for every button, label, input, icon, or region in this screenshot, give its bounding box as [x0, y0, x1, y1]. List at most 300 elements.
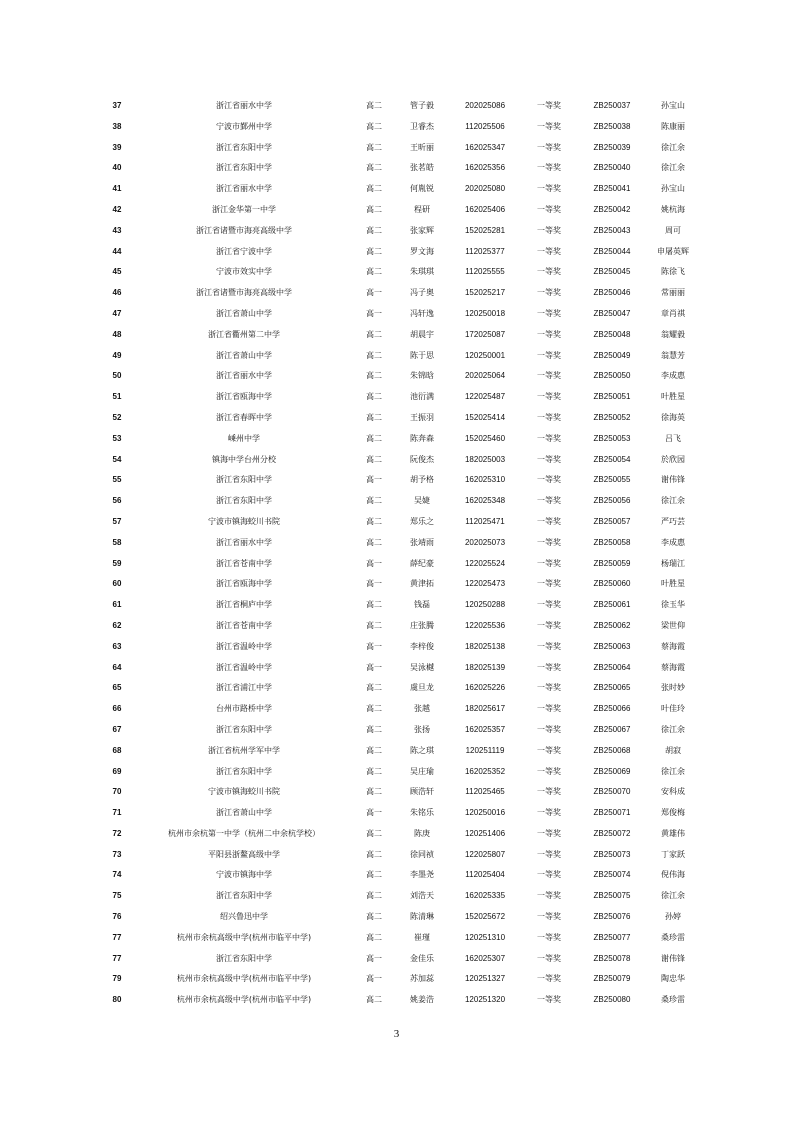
table-row — [100, 138, 700, 159]
table-row — [100, 283, 700, 304]
certificate-number-cell: ZB250071 — [593, 808, 631, 818]
row-number-cell: 77 — [112, 932, 122, 942]
grade-cell: 高二 — [366, 828, 382, 838]
certificate-number-cell: ZB250037 — [593, 101, 631, 110]
student-id-cell: 122025487 — [464, 392, 506, 402]
student-id-cell: 182025617 — [464, 704, 506, 714]
school-name-cell: 绍兴鲁迅中学 — [220, 912, 268, 922]
row-number-cell: 57 — [112, 516, 122, 526]
table-row — [100, 512, 700, 533]
school-name-cell: 嵊州中学 — [228, 433, 260, 443]
teacher-name-cell: 梁世仰 — [661, 620, 685, 630]
row-number-cell: 74 — [112, 870, 122, 880]
student-id-cell: 162025226 — [464, 683, 506, 693]
student-name-cell: 薛纪豪 — [410, 558, 434, 568]
certificate-number-cell: ZB250080 — [593, 995, 631, 1005]
grade-cell: 高二 — [366, 246, 382, 256]
student-name-cell: 郑乐之 — [410, 516, 434, 526]
student-name-cell: 徐同祯 — [410, 849, 434, 859]
school-name-cell: 台州市路桥中学 — [216, 704, 272, 714]
table-row — [100, 325, 700, 346]
student-id-cell: 112025555 — [465, 267, 505, 277]
student-name-cell: 池衍满 — [410, 392, 434, 402]
student-id-cell: 120250018 — [464, 308, 506, 318]
certificate-number-cell: ZB250074 — [593, 870, 631, 880]
school-name-cell: 浙江省苍南中学 — [216, 558, 272, 568]
certificate-number-cell: ZB250046 — [593, 288, 631, 298]
certificate-number-cell: ZB250075 — [593, 891, 631, 901]
award-level-cell: 一等奖 — [537, 683, 561, 693]
student-name-cell: 张扬 — [414, 724, 430, 734]
award-level-cell: 一等奖 — [537, 641, 561, 651]
award-level-cell: 一等奖 — [537, 412, 561, 422]
student-name-cell: 庄张腾 — [410, 620, 434, 630]
student-id-cell: 162025356 — [464, 163, 506, 173]
grade-cell: 高二 — [366, 870, 382, 880]
school-name-cell: 浙江省萧山中学 — [216, 308, 272, 318]
certificate-number-cell: ZB250053 — [593, 433, 631, 443]
teacher-name-cell: 李成惠 — [661, 371, 685, 381]
student-name-cell: 苏加蕊 — [410, 974, 434, 984]
certificate-number-cell: ZB250042 — [593, 204, 631, 214]
certificate-number-cell: ZB250054 — [593, 454, 631, 464]
school-name-cell: 平阳县浙鳌高级中学 — [208, 849, 280, 859]
award-level-cell: 一等奖 — [537, 101, 561, 110]
teacher-name-cell: 叶胜星 — [661, 392, 685, 402]
certificate-number-cell: ZB250064 — [593, 662, 631, 672]
teacher-name-cell: 徐江余 — [661, 766, 685, 776]
school-name-cell: 浙江省宁波中学 — [216, 246, 272, 256]
table-row — [100, 595, 700, 616]
school-name-cell: 宁波市鄞州中学 — [216, 121, 272, 131]
teacher-name-cell: 孙宝山 — [661, 184, 685, 194]
certificate-number-cell: ZB250063 — [593, 641, 631, 651]
certificate-number-cell: ZB250076 — [593, 912, 631, 922]
certificate-number-cell: ZB250067 — [593, 724, 631, 734]
student-id-cell: 182025139 — [464, 662, 506, 672]
student-id-cell: 162025352 — [464, 766, 506, 776]
student-id-cell: 162025406 — [464, 204, 506, 214]
grade-cell: 高二 — [366, 225, 382, 235]
teacher-name-cell: 李成惠 — [661, 537, 685, 547]
grade-cell: 高一 — [366, 558, 382, 568]
table-row — [100, 720, 700, 741]
grade-cell: 高二 — [366, 932, 382, 942]
award-table — [100, 96, 700, 1011]
award-level-cell: 一等奖 — [537, 808, 561, 818]
school-name-cell: 浙江省浦江中学 — [216, 683, 272, 693]
student-name-cell: 陈奔森 — [410, 433, 434, 443]
school-name-cell: 宁波市效实中学 — [216, 267, 272, 277]
table-row — [100, 366, 700, 387]
table-row — [100, 491, 700, 512]
student-name-cell: 吴庄瑜 — [410, 766, 434, 776]
certificate-number-cell: ZB250043 — [593, 225, 631, 235]
award-level-cell: 一等奖 — [537, 620, 561, 630]
row-number-cell: 51 — [112, 392, 122, 402]
student-name-cell: 黄津拓 — [410, 579, 434, 589]
table-row — [100, 990, 700, 1011]
award-level-cell: 一等奖 — [537, 225, 561, 235]
teacher-name-cell: 翁慧芳 — [661, 350, 685, 360]
certificate-number-cell: ZB250051 — [593, 392, 631, 402]
student-id-cell: 122025807 — [464, 849, 506, 859]
certificate-number-cell: ZB250056 — [593, 496, 631, 506]
table-row — [100, 616, 700, 637]
grade-cell: 高一 — [366, 579, 382, 589]
row-number-cell: 46 — [112, 288, 122, 298]
grade-cell: 高一 — [366, 974, 382, 984]
certificate-number-cell: ZB250048 — [593, 329, 631, 339]
school-name-cell: 浙江省瓯海中学 — [216, 392, 272, 402]
grade-cell: 高二 — [366, 454, 382, 464]
table-row — [100, 699, 700, 720]
student-id-cell: 120251320 — [464, 995, 506, 1005]
row-number-cell: 71 — [112, 808, 122, 818]
school-name-cell: 宁波市镇海中学 — [216, 870, 272, 880]
teacher-name-cell: 叶胜星 — [661, 579, 685, 589]
certificate-number-cell: ZB250059 — [593, 558, 631, 568]
row-number-cell: 54 — [112, 454, 122, 464]
row-number-cell: 62 — [112, 620, 122, 630]
row-number-cell: 43 — [112, 225, 122, 235]
certificate-number-cell: ZB250061 — [593, 600, 631, 610]
school-name-cell: 浙江省东阳中学 — [216, 142, 272, 152]
award-level-cell: 一等奖 — [537, 433, 561, 443]
row-number-cell: 41 — [112, 184, 122, 194]
certificate-number-cell: ZB250062 — [593, 620, 631, 630]
row-number-cell: 58 — [112, 537, 122, 547]
certificate-number-cell: ZB250058 — [593, 537, 631, 547]
student-id-cell: 122025536 — [464, 620, 506, 630]
grade-cell: 高二 — [366, 516, 382, 526]
award-level-cell: 一等奖 — [537, 579, 561, 589]
student-name-cell: 冯子奥 — [410, 288, 434, 298]
student-id-cell: 112025377 — [465, 246, 505, 256]
certificate-number-cell: ZB250050 — [593, 371, 631, 381]
award-level-cell: 一等奖 — [537, 870, 561, 880]
teacher-name-cell: 严巧芸 — [661, 516, 685, 526]
teacher-name-cell: 蔡海霞 — [661, 641, 685, 651]
student-name-cell: 陈之琪 — [410, 745, 434, 755]
table-row — [100, 928, 700, 949]
student-name-cell: 陈庚 — [414, 828, 430, 838]
grade-cell: 高二 — [366, 891, 382, 901]
award-level-cell: 一等奖 — [537, 600, 561, 610]
student-id-cell: 182025138 — [464, 641, 506, 651]
student-name-cell: 卫睿杰 — [410, 121, 434, 131]
table-row — [100, 845, 700, 866]
school-name-cell: 浙江省诸暨市海亮高级中学 — [196, 225, 292, 235]
grade-cell: 高二 — [366, 350, 382, 360]
student-id-cell: 152025281 — [464, 225, 506, 235]
teacher-name-cell: 陶忠华 — [661, 974, 685, 984]
award-level-cell: 一等奖 — [537, 121, 561, 131]
table-row — [100, 865, 700, 886]
school-name-cell: 浙江省丽水中学 — [216, 371, 272, 381]
grade-cell: 高一 — [366, 308, 382, 318]
school-name-cell: 浙江金华第一中学 — [212, 204, 276, 214]
row-number-cell: 44 — [112, 246, 122, 256]
teacher-name-cell: 徐江余 — [661, 142, 685, 152]
student-id-cell: 122025524 — [464, 558, 506, 568]
student-name-cell: 朱铭乐 — [410, 808, 434, 818]
award-level-cell: 一等奖 — [537, 350, 561, 360]
student-name-cell: 钱磊 — [414, 600, 430, 610]
row-number-cell: 63 — [112, 641, 122, 651]
row-number-cell: 38 — [112, 121, 122, 131]
teacher-name-cell: 丁家跃 — [661, 849, 685, 859]
grade-cell: 高二 — [366, 995, 382, 1005]
school-name-cell: 浙江省丽水中学 — [216, 184, 272, 194]
table-row — [100, 450, 700, 471]
student-name-cell: 程研 — [414, 204, 430, 214]
teacher-name-cell: 陈康丽 — [661, 121, 685, 131]
row-number-cell: 39 — [112, 142, 122, 152]
student-id-cell: 122025473 — [464, 579, 506, 589]
school-name-cell: 浙江省东阳中学 — [216, 953, 272, 963]
table-row — [100, 741, 700, 762]
school-name-cell: 镇海中学台州分校 — [212, 454, 276, 464]
row-number-cell: 77 — [112, 953, 122, 963]
award-level-cell: 一等奖 — [537, 163, 561, 173]
school-name-cell: 杭州市余杭高级中学(杭州市临平中学) — [176, 995, 312, 1005]
table-row — [100, 658, 700, 679]
school-name-cell: 浙江省萧山中学 — [216, 350, 272, 360]
table-row — [100, 304, 700, 325]
school-name-cell: 浙江省东阳中学 — [216, 475, 272, 485]
certificate-number-cell: ZB250068 — [593, 745, 631, 755]
teacher-name-cell: 周可 — [665, 225, 681, 235]
row-number-cell: 73 — [112, 849, 122, 859]
student-id-cell: 162025347 — [464, 142, 506, 152]
grade-cell: 高二 — [366, 912, 382, 922]
student-id-cell: 152025672 — [464, 912, 506, 922]
row-number-cell: 61 — [112, 600, 122, 610]
grade-cell: 高二 — [366, 537, 382, 547]
table-row — [100, 762, 700, 783]
teacher-name-cell: 蔡海霞 — [661, 662, 685, 672]
student-name-cell: 刘浩天 — [410, 891, 434, 901]
table-row — [100, 907, 700, 928]
student-name-cell: 顾浩轩 — [410, 787, 434, 797]
award-level-cell: 一等奖 — [537, 828, 561, 838]
school-name-cell: 浙江省东阳中学 — [216, 496, 272, 506]
row-number-cell: 60 — [112, 579, 122, 589]
student-name-cell: 朱锦晗 — [410, 371, 434, 381]
grade-cell: 高二 — [366, 433, 382, 443]
student-id-cell: 120251310 — [464, 932, 506, 942]
award-level-cell: 一等奖 — [537, 267, 561, 277]
student-id-cell: 112025506 — [465, 121, 505, 131]
grade-cell: 高二 — [366, 787, 382, 797]
student-id-cell: 152025414 — [464, 412, 506, 422]
student-name-cell: 王振羽 — [410, 412, 434, 422]
grade-cell: 高二 — [366, 204, 382, 214]
student-name-cell: 吴泳樾 — [410, 662, 434, 672]
teacher-name-cell: 常丽丽 — [661, 288, 685, 298]
grade-cell: 高二 — [366, 371, 382, 381]
award-level-cell: 一等奖 — [537, 288, 561, 298]
school-name-cell: 浙江省东阳中学 — [216, 891, 272, 901]
award-level-cell: 一等奖 — [537, 766, 561, 776]
student-name-cell: 虞旦龙 — [410, 683, 434, 693]
row-number-cell: 79 — [112, 974, 122, 984]
award-level-cell: 一等奖 — [537, 454, 561, 464]
student-name-cell: 姚姜浩 — [410, 995, 434, 1005]
teacher-name-cell: 徐江余 — [661, 496, 685, 506]
student-id-cell: 162025307 — [464, 953, 506, 963]
grade-cell: 高二 — [366, 724, 382, 734]
certificate-number-cell: ZB250055 — [593, 475, 631, 485]
award-level-cell: 一等奖 — [537, 475, 561, 485]
student-id-cell: 120251406 — [464, 828, 506, 838]
teacher-name-cell: 吕飞 — [665, 433, 681, 443]
award-level-cell: 一等奖 — [537, 912, 561, 922]
award-level-cell: 一等奖 — [537, 724, 561, 734]
award-level-cell: 一等奖 — [537, 662, 561, 672]
award-level-cell: 一等奖 — [537, 204, 561, 214]
school-name-cell: 浙江省温岭中学 — [216, 641, 272, 651]
row-number-cell: 42 — [112, 204, 122, 214]
row-number-cell: 64 — [112, 662, 122, 672]
award-level-cell: 一等奖 — [537, 308, 561, 318]
student-id-cell: 120250001 — [464, 350, 506, 360]
student-id-cell: 152025460 — [464, 433, 506, 443]
teacher-name-cell: 谢伟锋 — [661, 953, 685, 963]
student-name-cell: 张家辉 — [410, 225, 434, 235]
grade-cell: 高二 — [366, 184, 382, 194]
grade-cell: 高一 — [366, 641, 382, 651]
table-row — [100, 470, 700, 491]
certificate-number-cell: ZB250049 — [593, 350, 631, 360]
table-row — [100, 782, 700, 803]
school-name-cell: 浙江省萧山中学 — [216, 808, 272, 818]
grade-cell: 高二 — [366, 600, 382, 610]
award-level-cell: 一等奖 — [537, 516, 561, 526]
school-name-cell: 浙江省苍南中学 — [216, 620, 272, 630]
award-level-cell: 一等奖 — [537, 704, 561, 714]
student-name-cell: 何胤锐 — [410, 184, 434, 194]
row-number-cell: 75 — [112, 891, 122, 901]
award-level-cell: 一等奖 — [537, 558, 561, 568]
teacher-name-cell: 翁耀毅 — [661, 329, 685, 339]
table-row — [100, 637, 700, 658]
grade-cell: 高二 — [366, 766, 382, 776]
teacher-name-cell: 黄雄伟 — [661, 828, 685, 838]
student-id-cell: 202025080 — [464, 184, 506, 194]
table-row — [100, 221, 700, 242]
row-number-cell: 52 — [112, 412, 122, 422]
teacher-name-cell: 徐江余 — [661, 724, 685, 734]
school-name-cell: 浙江省丽水中学 — [216, 537, 272, 547]
teacher-name-cell: 郑俊梅 — [661, 808, 685, 818]
table-row — [100, 242, 700, 263]
award-level-cell: 一等奖 — [537, 392, 561, 402]
school-name-cell: 浙江省诸暨市海亮高级中学 — [196, 288, 292, 298]
certificate-number-cell: ZB250038 — [593, 121, 631, 131]
table-row — [100, 574, 700, 595]
certificate-number-cell: ZB250079 — [593, 974, 631, 984]
table-row — [100, 408, 700, 429]
grade-cell: 高二 — [366, 745, 382, 755]
table-row — [100, 824, 700, 845]
row-number-cell: 59 — [112, 558, 122, 568]
teacher-name-cell: 谢伟锋 — [661, 475, 685, 485]
row-number-cell: 72 — [112, 828, 122, 838]
grade-cell: 高二 — [366, 392, 382, 402]
table-row — [100, 554, 700, 575]
grade-cell: 高一 — [366, 662, 382, 672]
student-id-cell: 120251119 — [465, 745, 505, 755]
teacher-name-cell: 姚杭海 — [661, 204, 685, 214]
grade-cell: 高一 — [366, 475, 382, 485]
certificate-number-cell: ZB250066 — [593, 704, 631, 714]
grade-cell: 高二 — [366, 683, 382, 693]
grade-cell: 高一 — [366, 808, 382, 818]
student-name-cell: 金佳乐 — [410, 953, 434, 963]
grade-cell: 高二 — [366, 121, 382, 131]
table-row — [100, 262, 700, 283]
school-name-cell: 浙江省东阳中学 — [216, 163, 272, 173]
grade-cell: 高二 — [366, 142, 382, 152]
student-id-cell: 162025357 — [464, 724, 506, 734]
row-number-cell: 47 — [112, 308, 122, 318]
teacher-name-cell: 桑珍雷 — [661, 932, 685, 942]
award-level-cell: 一等奖 — [537, 142, 561, 152]
table-row — [100, 200, 700, 221]
award-level-cell: 一等奖 — [537, 891, 561, 901]
award-table-body — [100, 96, 700, 1011]
certificate-number-cell: ZB250045 — [593, 267, 631, 277]
table-row — [100, 429, 700, 450]
student-id-cell: 120251327 — [464, 974, 506, 984]
teacher-name-cell: 徐海英 — [661, 412, 685, 422]
award-level-cell: 一等奖 — [537, 787, 561, 797]
table-row — [100, 678, 700, 699]
grade-cell: 高一 — [366, 288, 382, 298]
student-name-cell: 冯轩逸 — [410, 308, 434, 318]
certificate-number-cell: ZB250072 — [593, 828, 631, 838]
student-name-cell: 陈于思 — [410, 350, 434, 360]
row-number-cell: 69 — [112, 766, 122, 776]
grade-cell: 高二 — [366, 267, 382, 277]
teacher-name-cell: 申屠英辉 — [657, 246, 689, 256]
school-name-cell: 宁波市镇海蛟川书院 — [208, 516, 280, 526]
row-number-cell: 76 — [112, 912, 122, 922]
student-id-cell: 162025310 — [464, 475, 506, 485]
student-id-cell: 172025087 — [464, 329, 506, 339]
student-id-cell: 152025217 — [464, 288, 506, 298]
row-number-cell: 65 — [112, 683, 122, 693]
student-id-cell: 202025064 — [464, 371, 506, 381]
award-level-cell: 一等奖 — [537, 974, 561, 984]
table-row — [100, 346, 700, 367]
certificate-number-cell: ZB250065 — [593, 683, 631, 693]
teacher-name-cell: 孙宝山 — [661, 101, 685, 110]
certificate-number-cell: ZB250078 — [593, 953, 631, 963]
grade-cell: 高一 — [366, 953, 382, 963]
row-number-cell: 56 — [112, 496, 122, 506]
school-name-cell: 浙江省春晖中学 — [216, 412, 272, 422]
student-name-cell: 崔瑾 — [414, 932, 430, 942]
certificate-number-cell: ZB250041 — [593, 184, 631, 194]
row-number-cell: 45 — [112, 267, 122, 277]
table-row — [100, 158, 700, 179]
certificate-number-cell: ZB250039 — [593, 142, 631, 152]
student-id-cell: 120250016 — [464, 808, 506, 818]
award-level-cell: 一等奖 — [537, 932, 561, 942]
